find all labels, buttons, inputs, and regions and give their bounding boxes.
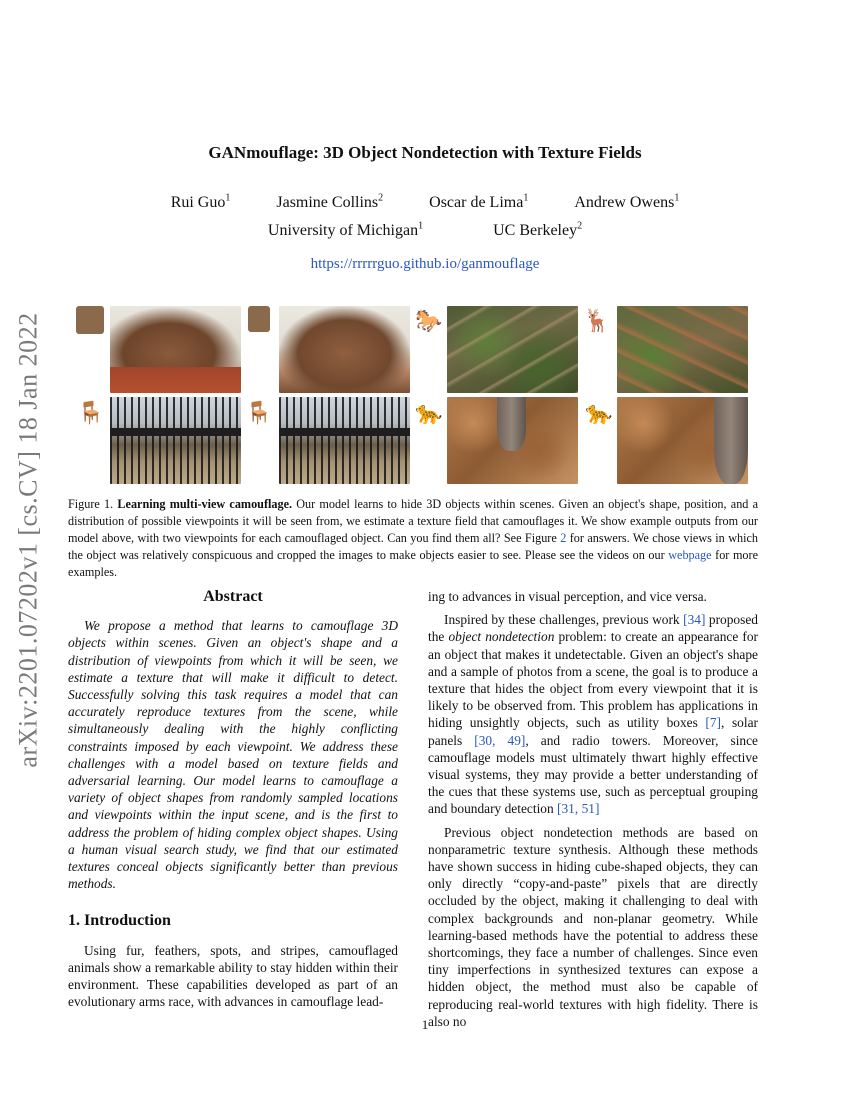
paper-title: GANmouflage: 3D Object Nondetection with Texture Fields xyxy=(208,143,642,162)
citation-link[interactable]: [30, 49] xyxy=(474,732,526,748)
abstract-text: We propose a method that learns to camouflage 3D objects within scenes. Given an object's shape and a distribution of viewpoints from which it will be seen, we estimate a texture that will make it difficult to detect. Successfully solving this task requires a model that can accurately reproduce textures from the scene, while simultaneously dealing with the highly conflicting constraints imposed by each viewpoint. We address these challenges with a model based on texture fields and adversarial learning. Our model learns to camouflage a variety of object shapes from randomly sampled locations and viewpoints within the input scene, and is the first to address the problem of hiding complex object shapes. Using a human visual search study, we find that our estimated textures conceal objects significantly better than previous methods. xyxy=(68,618,398,892)
box-object-thumbnail xyxy=(248,306,270,332)
citation-link[interactable]: [34] xyxy=(683,612,706,628)
introduction-heading: 1. Introduction xyxy=(68,912,171,930)
intro-paragraph-continued: ing to advances in visual perception, and vice versa. xyxy=(428,589,707,604)
arxiv-stamp xyxy=(4,295,54,785)
affiliation: UC Berkeley$^2$ xyxy=(493,220,583,239)
camouflage-result-image xyxy=(279,306,410,393)
caption-title: Learning multi-view camouflage. xyxy=(117,497,293,511)
author: Oscar de Lima$^1$ xyxy=(429,192,529,211)
author: Rui Guo$^1$ xyxy=(170,192,231,211)
affiliation: University of Michigan$^1$ xyxy=(267,220,424,239)
intro-paragraph: Inspired by these challenges, previous work [34] proposed the object nondetection problem: to create an appearance for an object that makes it undetectable. Given an object's shape and a sample of photos from a scene, the goal is to produce a texture that hides the object from every viewpoint that it is likely to be observed from. This problem has applications in hiding unsightly objects, such as utility boxes [7], solar panels [30, 49], and radio towers. Moreover, since camouflage models must ultimately thwart highly effective visual systems, they may provide a better understanding of the cues that these systems use, such as perceptual grouping and boundary detection [31, 51] xyxy=(428,612,758,817)
camouflage-result-image xyxy=(279,397,410,484)
chair-object-thumbnail: 🪑 xyxy=(77,400,105,425)
left-column xyxy=(68,588,398,1016)
author-list xyxy=(0,194,850,212)
camouflage-result-image xyxy=(617,397,748,484)
affiliation-list xyxy=(0,222,850,240)
figure-2-ref-link[interactable]: 2 xyxy=(560,531,567,545)
figure-1-caption: Figure 1. Learning multi-view camouflage. Our model learns to hide 3D objects within scenes. Given an object's shape, position, and a distribution of possible viewpoints it will be seen from, we estimate a texture field that camouflages it. We show example outputs from our model above, with two viewpoints for each camouflaged object. Can you find them all? See Figure 2 for answers. We chose views in which the object was relatively conspicuous and cropped the images to make objects easier to see. Please see the videos on our webpage for more examples. xyxy=(68,497,758,579)
arxiv-id: arXiv:2201.07202v1 [cs.CV] 18 Jan 2022 xyxy=(14,312,43,768)
citation-link[interactable]: [31, 51] xyxy=(557,801,600,817)
animal-object-thumbnail: 🐆 xyxy=(585,400,613,425)
webpage-link[interactable]: webpage xyxy=(668,548,712,562)
animal-object-thumbnail: 🐎 xyxy=(415,308,443,333)
page-number: 1 xyxy=(421,1017,429,1032)
author: Jasmine Collins$^2$ xyxy=(276,192,384,211)
box-object-thumbnail xyxy=(76,306,104,334)
camouflage-result-image xyxy=(110,397,241,484)
right-column xyxy=(428,588,758,1036)
animal-object-thumbnail: 🦌 xyxy=(583,308,611,333)
camouflage-result-image xyxy=(447,306,578,393)
camouflage-result-image xyxy=(447,397,578,484)
intro-paragraph: Using fur, feathers, spots, and stripes, camouflaged animals show a remarkable ability to stay hidden within their environment. These capabilities developed as part of an evolutionary arms race, with advances in camouflage lead- xyxy=(68,942,398,1010)
camouflage-result-image xyxy=(110,306,241,393)
figure-1 xyxy=(76,306,750,484)
citation-link[interactable]: [7] xyxy=(705,715,722,731)
intro-paragraph: Previous object nondetection methods are based on nonparametric texture synthesis. Although these methods have shown success in hiding cube-shaped objects, they can only directly “copy-and-paste” pixels that are directly occluded by the object, making it challenging to deal with complex backgrounds and non-planar geometry. While learning-based methods have the potential to address these shortcomings, they face a number of challenges. Since even tiny imperfections in synthesized textures can expose a hidden object, the method must also be capable of reproducing real-world textures with high fidelity. There is also no xyxy=(428,824,758,1029)
author: Andrew Owens$^1$ xyxy=(574,192,680,211)
abstract-heading: Abstract xyxy=(203,588,263,605)
chair-object-thumbnail: 🪑 xyxy=(245,400,273,425)
project-url-link[interactable]: https://rrrrrguo.github.io/ganmouflage xyxy=(310,256,540,272)
animal-object-thumbnail: 🐆 xyxy=(415,400,443,425)
camouflage-result-image xyxy=(617,306,748,393)
